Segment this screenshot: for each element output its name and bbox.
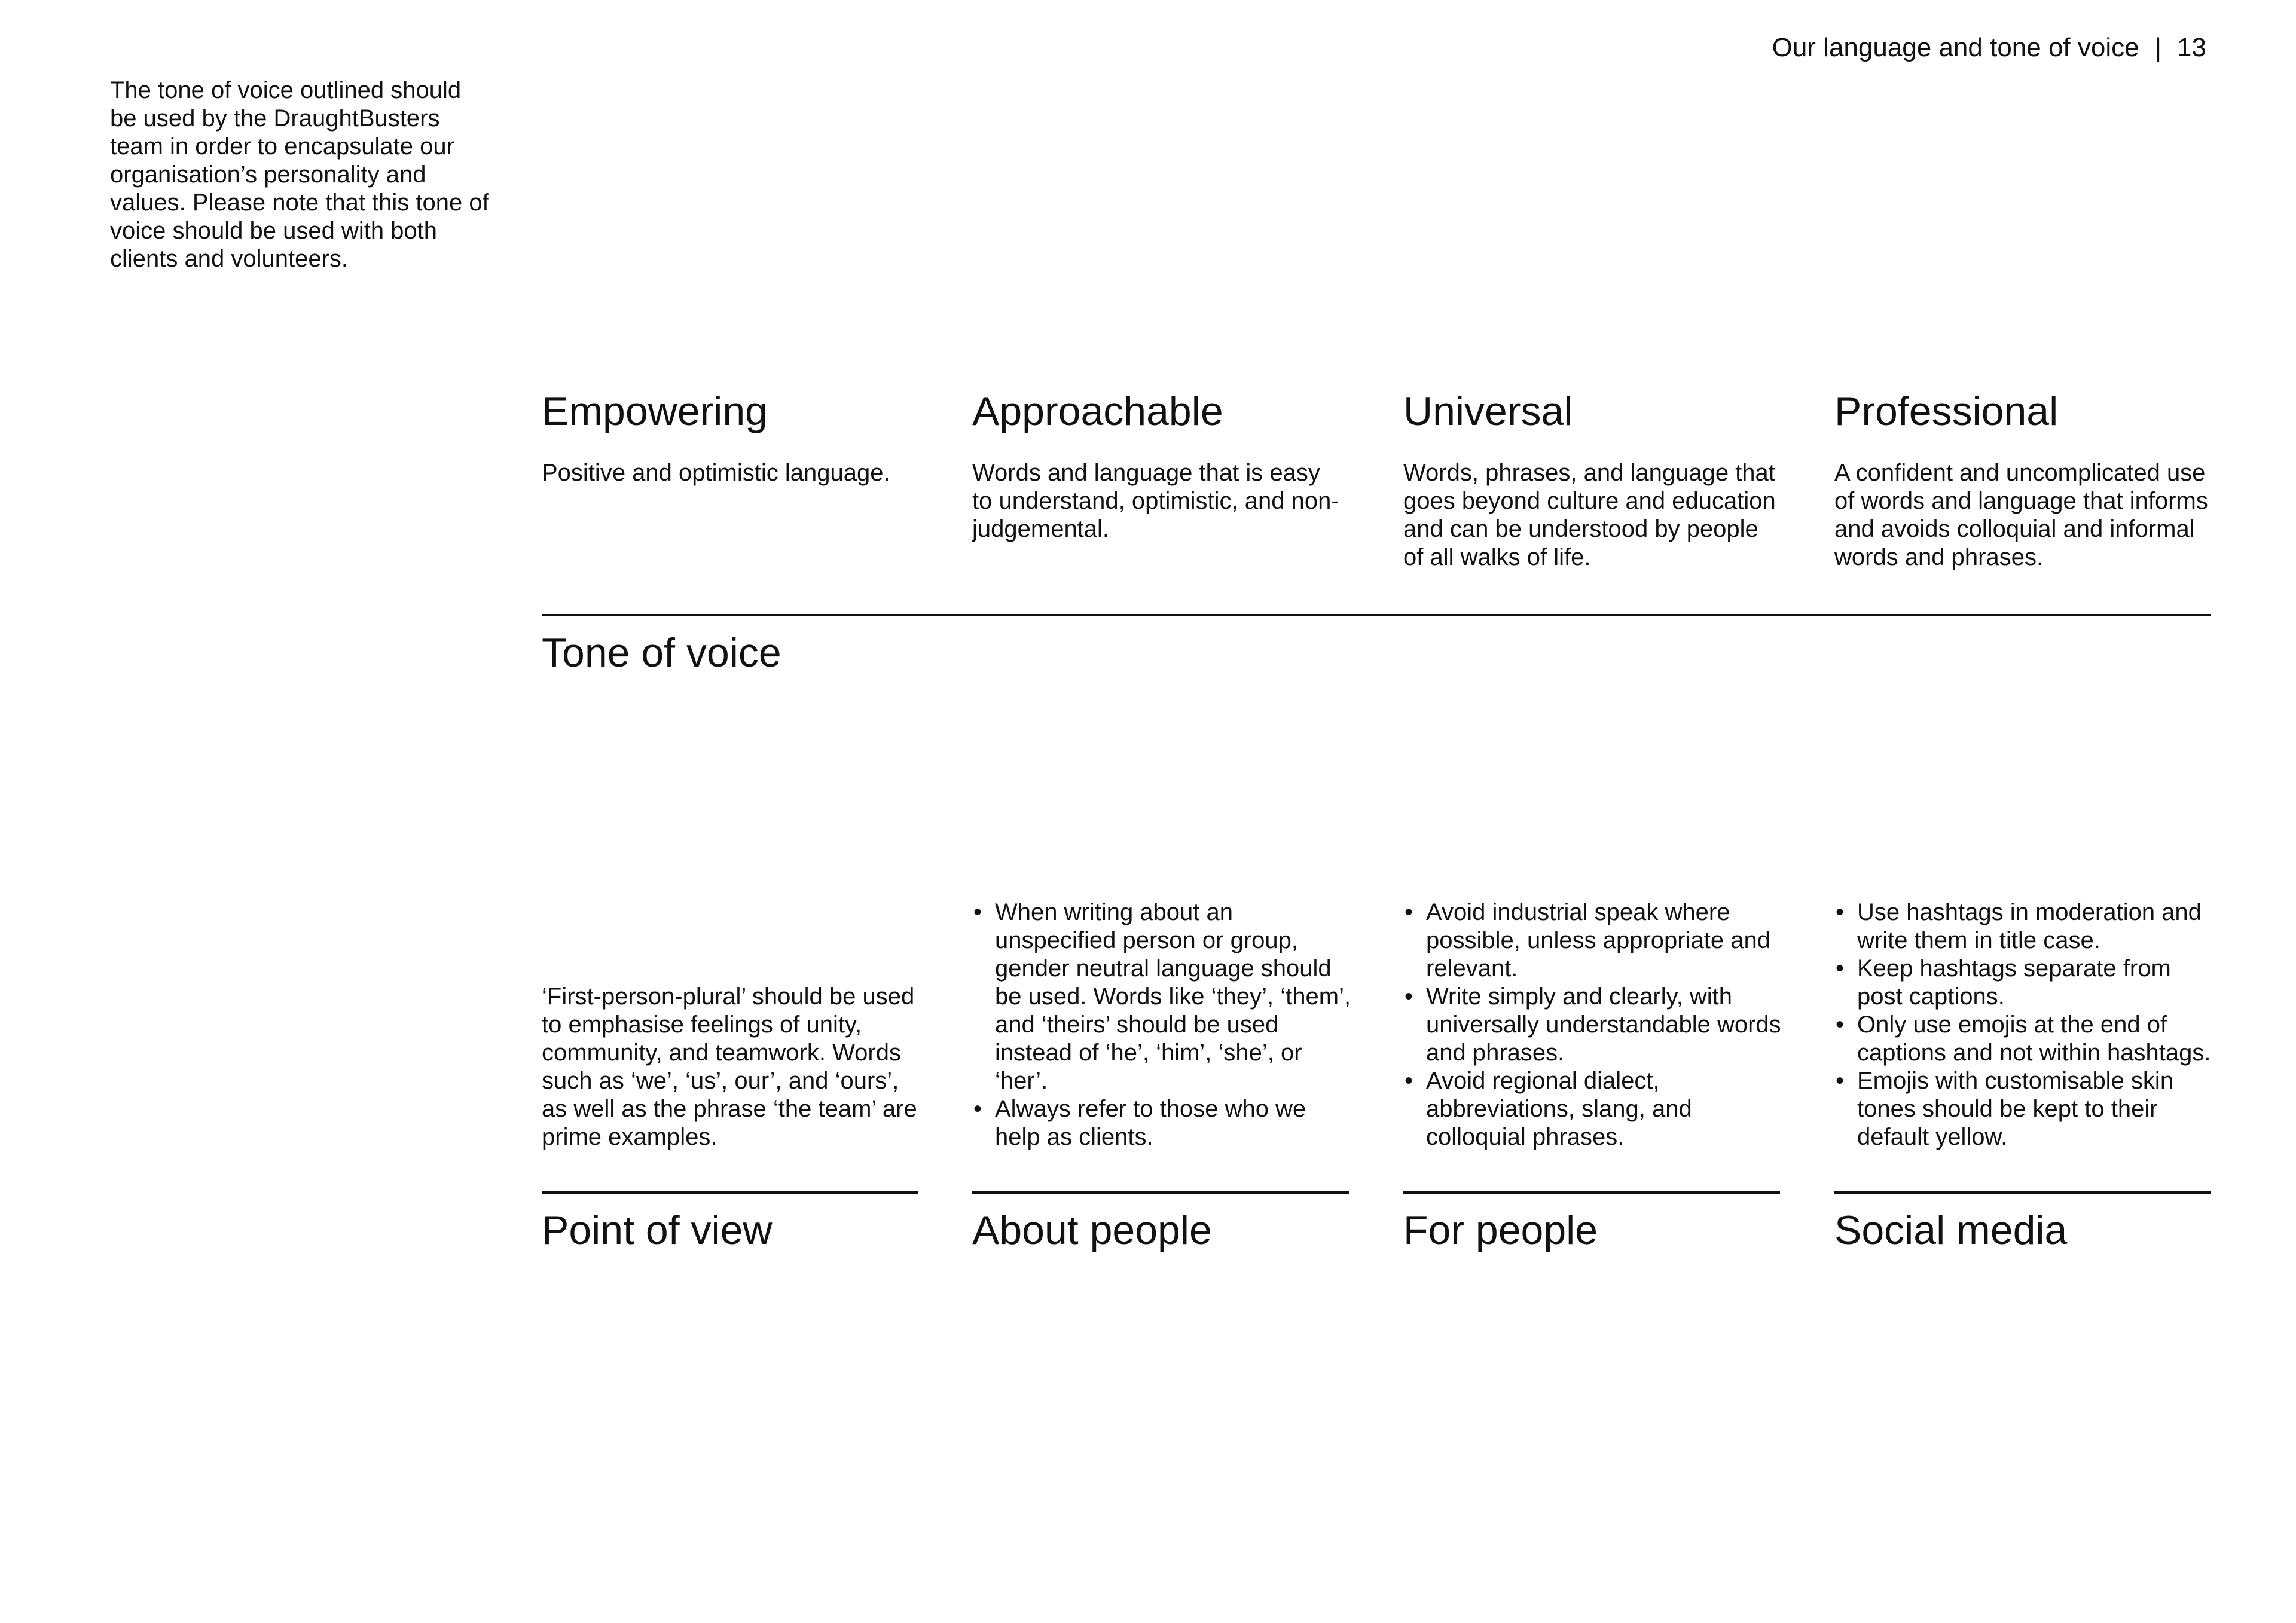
list-item: • Avoid industrial speak where possible, unless appropriate and relevant. xyxy=(1403,898,1786,983)
list-item: • Always refer to those who we help as clients. xyxy=(972,1095,1355,1151)
guideline-text: ‘First-person-plural’ should be used to emphasise feelings of unity, community, and teamwork. Words such as ‘we’, ‘us’, our’, and ‘ours’, as well as the phrase ‘the team’ are prime examples. xyxy=(542,983,917,1150)
page-header xyxy=(1772,31,2206,65)
tone-of-voice-heading: Tone of voice xyxy=(542,630,781,676)
divider-rule xyxy=(1834,1191,2211,1194)
guideline-title: Point of view xyxy=(542,1208,773,1253)
trait-title: Approachable xyxy=(972,389,1223,434)
header-section-title: Our language and tone of voice xyxy=(1772,33,2139,62)
list-item: • When writing about an unspecified person or group, gender neutral language should be used. Words like ‘they’, ‘them’, and ‘theirs’ should be used instead of ‘he’, ‘him’, ‘she’, or ‘her’. xyxy=(972,898,1355,1095)
divider-rule xyxy=(542,614,2211,616)
trait-description: A confident and uncomplicated use of words and language that informs and avoids colloquial and informal words and phrases. xyxy=(1834,460,2208,570)
guideline-social-media xyxy=(1834,837,2217,1151)
divider-rule xyxy=(972,1191,1349,1194)
guideline-point-of-view xyxy=(542,837,924,1151)
intro-paragraph: The tone of voice outlined should be used by the DraughtBusters team in order to encapsulate our organisation’s personality and values. Please note that this tone of voice should be used with both clients and volunteers. xyxy=(110,77,489,272)
trait-description: Words, phrases, and language that goes beyond culture and education and can be understood by people of all walks of life. xyxy=(1403,460,1776,570)
guideline-bullet-list xyxy=(1403,898,1786,1151)
page-number: 13 xyxy=(2177,33,2206,62)
list-item: • Write simply and clearly, with universally understandable words and phrases. xyxy=(1403,983,1786,1067)
guideline-title: Social media xyxy=(1834,1208,2068,1253)
trait-description: Words and language that is easy to understand, optimistic, and non-judgemental. xyxy=(972,460,1339,542)
list-item: • Emojis with customisable skin tones should be kept to their default yellow. xyxy=(1834,1067,2217,1151)
trait-title: Professional xyxy=(1834,389,2059,434)
divider-rule xyxy=(542,1191,918,1194)
guideline-for-people xyxy=(1403,837,1786,1151)
trait-title: Universal xyxy=(1403,389,1573,434)
divider-rule xyxy=(1403,1191,1780,1194)
guideline-bullet-list xyxy=(1834,898,2217,1151)
guideline-about-people xyxy=(972,837,1355,1151)
trait-title: Empowering xyxy=(542,389,768,434)
guideline-title: About people xyxy=(972,1208,1212,1253)
list-item: • Avoid regional dialect, abbreviations, slang, and colloquial phrases. xyxy=(1403,1067,1786,1151)
guideline-bullet-list xyxy=(972,898,1355,1151)
guideline-title: For people xyxy=(1403,1208,1598,1253)
list-item: • Only use emojis at the end of captions and not within hashtags. xyxy=(1834,1011,2217,1067)
trait-description: Positive and optimistic language. xyxy=(542,460,890,486)
list-item: • Keep hashtags separate from post captions. xyxy=(1834,955,2217,1011)
header-separator: | xyxy=(2154,33,2162,62)
list-item: • Use hashtags in moderation and write them in title case. xyxy=(1834,898,2217,955)
